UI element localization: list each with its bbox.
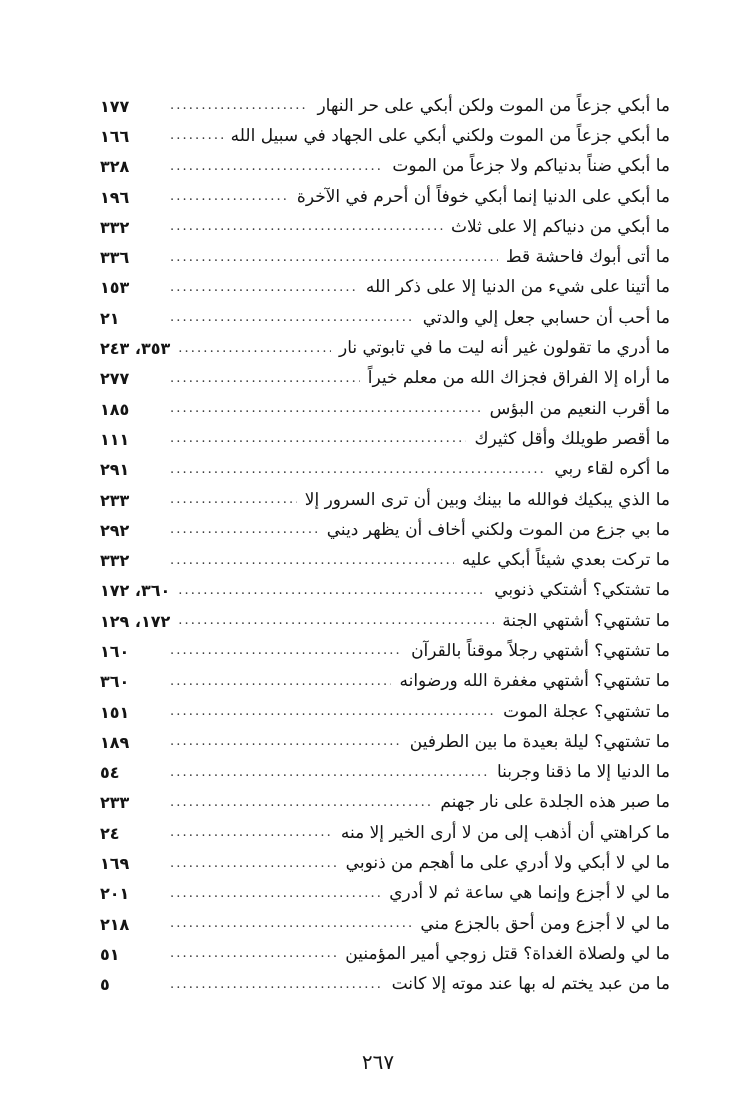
entry-phrase: ما من عبد يختم له بها عند موته إلا كانت (391, 974, 670, 995)
dot-leader (170, 189, 289, 205)
entry-page-numbers: ١٧٢، ١٢٩ (100, 611, 171, 631)
dot-leader (170, 250, 498, 266)
entry-page-numbers: ٣٣٢ (100, 551, 130, 571)
entry-page-numbers: ٣٣٦ (100, 248, 130, 268)
entry-phrase: ما لي لا أجزع ومن أحق بالجزع مني (420, 913, 670, 934)
entry-page-numbers: ٥١ (100, 944, 120, 964)
index-entry (100, 576, 670, 606)
dot-leader (178, 583, 486, 599)
entry-phrase: ما أتى أبوك فاحشة قط (505, 247, 670, 268)
entry-phrase: ما أبكي من دنياكم إلا على ثلاث (450, 216, 670, 237)
dot-leader (170, 946, 337, 962)
entry-page-numbers: ٢٩٢ (100, 520, 130, 540)
index-entry (100, 909, 670, 939)
index-entry (100, 485, 670, 515)
dot-leader (170, 643, 403, 659)
index-entry (100, 818, 670, 848)
index-entry (100, 788, 670, 818)
index-entry (100, 303, 670, 333)
entry-page-numbers: ١٦٠ (100, 641, 130, 661)
dot-leader (170, 977, 384, 993)
entry-page-numbers: ٢١ (100, 308, 120, 328)
dot-leader (170, 795, 432, 811)
index-entry (100, 879, 670, 909)
dot-leader (170, 401, 482, 417)
dot-leader (170, 765, 489, 781)
entry-phrase: ما أبكي ضناً بدنياكم ولا جزعاً من الموت (392, 156, 670, 177)
entry-phrase: ما تشتكي؟ أشتكي ذنوبي (494, 580, 670, 601)
entry-phrase: ما أراه إلا الفراق فجزاك الله من معلم خيراً (367, 368, 670, 389)
index-entry (100, 970, 670, 1000)
entry-page-numbers: ٢٣٣ (100, 793, 130, 813)
index-entry (100, 182, 670, 212)
entry-phrase: ما بي جزع من الموت ولكني أخاف أن يظهر ديني (326, 519, 670, 540)
dot-leader (170, 522, 319, 538)
index-entry (100, 333, 670, 363)
entry-page-numbers: ١٩٦ (100, 187, 130, 207)
entry-page-numbers: ١٦٩ (100, 854, 130, 874)
entry-phrase: ما تشتهي؟ أشتهي مغفرة الله ورضوانه (399, 671, 670, 692)
index-entry (100, 152, 670, 182)
index-entry (100, 364, 670, 394)
dot-leader (170, 674, 391, 690)
dot-leader (170, 128, 223, 144)
dot-leader (170, 856, 338, 872)
dot-leader (170, 886, 381, 902)
index-entry (100, 212, 670, 242)
index-entry (100, 121, 670, 151)
entry-page-numbers: ٣٦٠، ١٧٢ (100, 581, 171, 601)
entry-phrase: ما الذي يبكيك فوالله ما بينك وبين أن ترى السرور إلا (304, 489, 670, 510)
entry-phrase: ما أبكي على الدنيا إنما أبكي خوفاً أن أحرم في الآخرة (296, 186, 670, 207)
entry-phrase: ما لي ولصلاة الغداة؟ قتل زوجي أمير المؤمنين (345, 943, 670, 964)
entry-page-numbers: ٢٤ (100, 823, 120, 843)
entry-phrase: ما لي لا أجزع وإنما هي ساعة ثم لا أدري (389, 883, 670, 904)
entry-page-numbers: ١٨٥ (100, 399, 130, 419)
entry-phrase: ما أقصر طويلك وأقل كثيرك (474, 428, 670, 449)
entry-phrase: ما أتينا على شيء من الدنيا إلا على ذكر الله (365, 277, 670, 298)
entry-page-numbers: ١٧٧ (100, 96, 130, 116)
entry-phrase: ما أبكي جزعاً من الموت ولكني أبكي على الجهاد في سبيل الله (230, 125, 670, 146)
dot-leader (170, 98, 309, 114)
entry-page-numbers: ٣٦٠ (100, 672, 130, 692)
index-entry (100, 242, 670, 272)
entry-page-numbers: ٥ (100, 975, 110, 995)
dot-leader (170, 916, 412, 932)
dot-leader (170, 553, 454, 569)
entry-page-numbers: ٣٥٣، ٢٤٣ (100, 339, 171, 359)
index-entry (100, 697, 670, 727)
entry-page-numbers: ٢٣٣ (100, 490, 130, 510)
dot-leader (178, 613, 494, 629)
dot-leader (170, 462, 546, 478)
entry-phrase: ما تركت بعدي شيئاً أبكي عليه (461, 550, 670, 571)
entry-phrase: ما صبر هذه الجلدة على نار جهنم (440, 792, 670, 813)
entry-page-numbers: ٢٩١ (100, 460, 130, 480)
index-entry (100, 848, 670, 878)
dot-leader (170, 825, 333, 841)
entry-phrase: ما تشتهي؟ ليلة بعيدة ما بين الطرفين (409, 731, 670, 752)
dot-leader (170, 280, 358, 296)
page-number: ٢٦٧ (361, 1050, 395, 1074)
entry-phrase: ما تشتهي؟ أشتهي الجنة (502, 610, 670, 631)
entry-page-numbers: ٣٢٨ (100, 157, 130, 177)
dot-leader (170, 704, 495, 720)
entry-page-numbers: ٣٣٢ (100, 217, 130, 237)
entry-phrase: ما أحب أن حسابي جعل إلي والدتي (422, 307, 670, 328)
entry-page-numbers: ٢١٨ (100, 914, 130, 934)
index-entry (100, 758, 670, 788)
dot-leader (170, 371, 360, 387)
entry-phrase: ما كراهتي أن أذهب إلى من لا أرى الخير إلا منه (340, 822, 670, 843)
entry-page-numbers: ١٥١ (100, 702, 130, 722)
index-entry (100, 667, 670, 697)
entry-page-numbers: ١٦٦ (100, 126, 130, 146)
entry-page-numbers: ٢٧٧ (100, 369, 130, 389)
dot-leader (170, 219, 443, 235)
entry-phrase: ما أبكي جزعاً من الموت ولكن أبكي على حر النهار (317, 95, 670, 116)
entry-phrase: ما لي لا أبكي ولا أدري على ما أهجم من ذنوبي (345, 853, 670, 874)
entry-page-numbers: ١٨٩ (100, 732, 130, 752)
entry-phrase: ما تشتهي؟ عجلة الموت (503, 701, 670, 722)
dot-leader (178, 341, 331, 357)
index-entry (100, 939, 670, 969)
index-entry (100, 636, 670, 666)
dot-leader (170, 310, 415, 326)
index-entry (100, 727, 670, 757)
index-entry (100, 394, 670, 424)
index-entry (100, 91, 670, 121)
entry-phrase: ما تشتهي؟ أشتهي رجلاً موقناً بالقرآن (411, 640, 670, 661)
index-entry (100, 545, 670, 575)
entry-phrase: ما أدري ما تقولون غير أنه ليت ما في تابوتي نار (339, 338, 670, 359)
index-entry (100, 455, 670, 485)
entry-page-numbers: ٢٠١ (100, 884, 130, 904)
entry-phrase: ما أقرب النعيم من البؤس (489, 398, 670, 419)
entry-phrase: ما أكره لقاء ربي (554, 459, 670, 480)
index-entry (100, 273, 670, 303)
dot-leader (170, 734, 402, 750)
index-entry (100, 424, 670, 454)
index-entry (100, 515, 670, 545)
entry-page-numbers: ١٥٣ (100, 278, 130, 298)
index-entry (100, 606, 670, 636)
entry-phrase: ما الدنيا إلا ما ذقنا وجربنا (496, 762, 670, 783)
dot-leader (170, 159, 384, 175)
entry-page-numbers: ٥٤ (100, 763, 120, 783)
dot-leader (170, 492, 297, 508)
index-list (100, 91, 670, 1000)
entry-page-numbers: ١١١ (100, 429, 130, 449)
dot-leader (170, 431, 466, 447)
